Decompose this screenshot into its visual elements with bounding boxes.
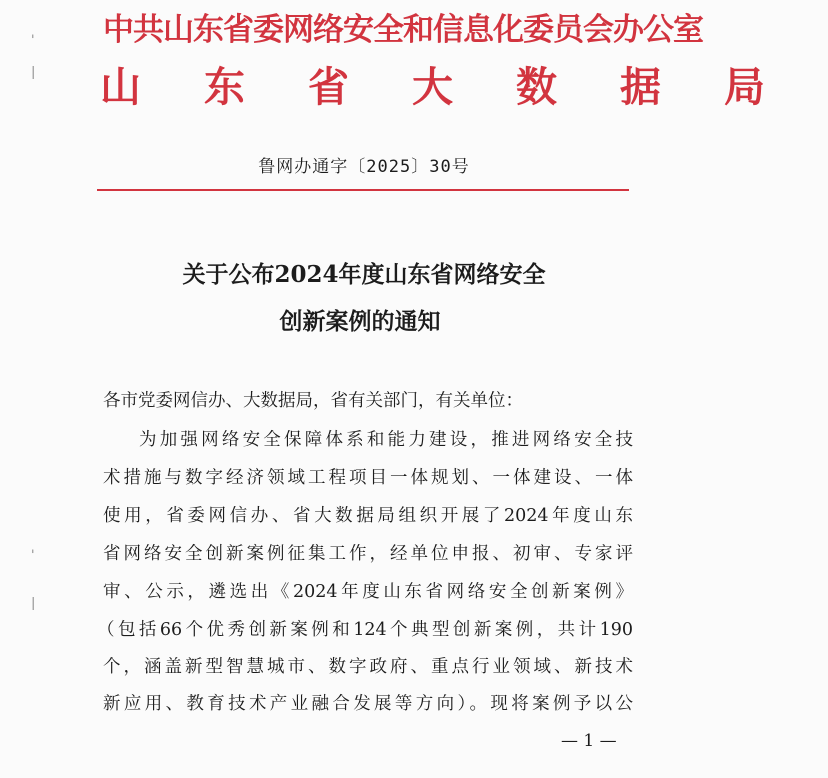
- body-line: 术措施与数字经济领域工程项目一体规划、一体建设、一体: [103, 468, 633, 488]
- body-line: 省网络安全创新案例征集工作，经单位申报、初审、专家评: [103, 544, 633, 564]
- red-separator-line: [97, 189, 629, 191]
- body-line: （包括66个优秀创新案例和124个典型创新案例，共计190: [97, 620, 633, 640]
- body-line: 使用，省委网信办、省大数据局组织开展了2024年度山东: [103, 506, 633, 526]
- issuer-line-2: 山东省大数据局: [100, 63, 828, 111]
- issuer-line-1: 中共山东省委网络安全和信息化委员会办公室: [103, 12, 703, 48]
- document-title-line-1: 关于公布2024年度山东省网络安全: [182, 261, 546, 288]
- salutation: 各市党委网信办、大数据局，省有关部门，有关单位：: [103, 391, 523, 411]
- document-number: 鲁网办通字〔2025〕30号: [258, 157, 470, 177]
- body-line: 审、公示，遴选出《2024年度山东省网络安全创新案例》: [103, 582, 633, 602]
- body-line: 个，涵盖新型智慧城市、数字政府、重点行业领域、新技术: [103, 657, 633, 677]
- document-title-line-2: 创新案例的通知: [279, 308, 441, 335]
- body-line: 新应用、教育技术产业融合发展等方向）。现将案例予以公: [103, 694, 633, 714]
- body-line: 为加强网络安全保障体系和能力建设，推进网络安全技: [139, 430, 633, 450]
- scan-mark: |: [31, 65, 36, 80]
- scan-mark: |: [31, 596, 36, 611]
- scan-mark: ': [31, 548, 35, 563]
- scan-mark: ': [31, 33, 35, 48]
- page-number: — 1 —: [561, 731, 617, 751]
